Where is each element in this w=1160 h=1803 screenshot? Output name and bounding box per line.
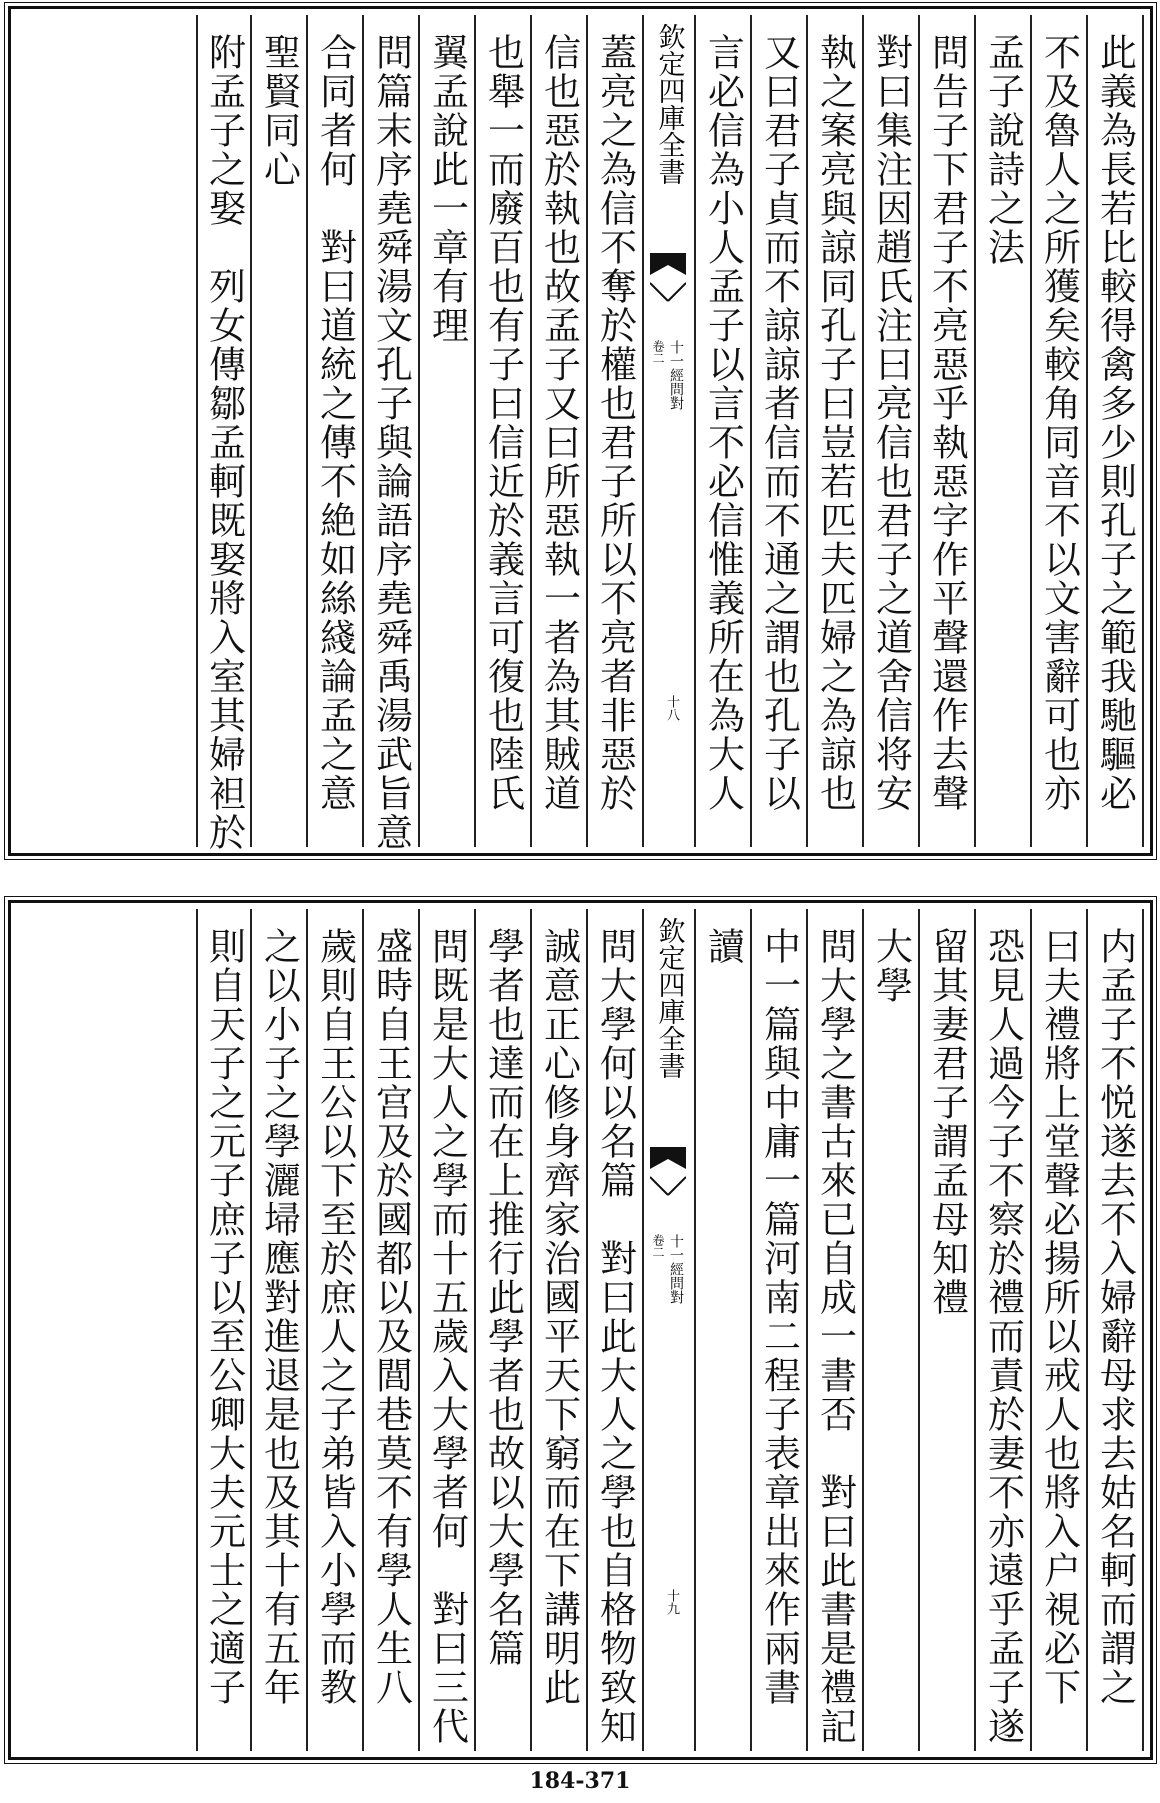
column-text: 問告子下君子不亮惡乎執惡字作平聲還作去聲 — [925, 33, 969, 813]
bottom-text-column — [1032, 909, 1088, 1751]
bottom-text-column — [420, 909, 476, 1751]
bottom-text-column — [696, 909, 752, 1751]
folio-number: 十九 — [664, 1589, 679, 1615]
column-text: 又曰君子貞而不諒諒者信而不通之謂也孔子以 — [757, 33, 801, 813]
column-text: 盛時自王宫及於國都以及閭巷莫不有學人生八 — [369, 927, 413, 1707]
column-text: 内孟子不悦遂去不入婦辭母求去姑名軻而謂之 — [1093, 927, 1137, 1707]
top-text-column — [752, 15, 808, 847]
bottom-text-column — [976, 909, 1032, 1751]
bottom-text-column — [588, 909, 644, 1751]
fish-tail-mark-icon — [650, 253, 686, 313]
top-text-column — [476, 15, 532, 847]
column-text: 信也惡於執也故孟子又曰所惡執一者為其賊道 — [537, 33, 581, 813]
column-text: 問大學何以名篇 對曰此大人之學也自格物致知 — [593, 927, 637, 1746]
top-text-column — [1088, 15, 1144, 847]
top-text-column — [308, 15, 364, 847]
column-text: 對曰集注因趙氏注曰亮信也君子之道舍信将安 — [869, 33, 913, 813]
column-text: 聖賢同心 — [257, 33, 301, 189]
bottom-text-column — [252, 909, 308, 1751]
top-text-column — [532, 15, 588, 847]
column-text: 問大學之書古來已自成一書否 對曰此書是禮記 — [813, 927, 857, 1746]
top-page-frame — [8, 6, 1153, 856]
page-number: 184-371 — [529, 1768, 631, 1794]
bottom-text-column — [532, 909, 588, 1751]
top-text-column — [252, 15, 308, 847]
column-text: 不及魯人之所獲矣較角同音不以文害辭可也亦 — [1037, 33, 1081, 813]
section-label: 十一經問對 — [668, 340, 684, 410]
top-text-column — [588, 15, 644, 847]
section-label: 十一經問對 — [668, 1234, 684, 1304]
bottom-text-column — [752, 909, 808, 1751]
column-text: 孟子說詩之法 — [981, 33, 1025, 267]
book-title: 欽定四庫全書 — [653, 917, 685, 1079]
folio-number: 十八 — [664, 695, 679, 721]
column-text: 中一篇與中庸一篇河南二程子表章出來作兩書 — [757, 927, 801, 1707]
column-text: 翼孟說此一章有理 — [425, 33, 469, 345]
book-title: 欽定四庫全書 — [653, 23, 685, 185]
column-text: 此義為長若比較得禽多少則孔子之範我馳驅必 — [1093, 33, 1137, 813]
column-text: 恐見人過今子不察於禮而責於妻不亦遠乎孟子遂 — [981, 927, 1025, 1746]
column-text: 也舉一而廢百也有子曰信近於義言可復也陸氏 — [481, 33, 525, 813]
bottom-text-column — [808, 909, 864, 1751]
top-text-column — [696, 15, 752, 847]
column-text: 曰夫禮將上堂聲必揚所以戒人也將入户視必下 — [1037, 927, 1081, 1707]
bottom-text-column — [196, 909, 252, 1751]
column-text: 附孟子之娶 列女傳鄒孟軻既娶將入室其婦袒於 — [202, 33, 246, 852]
column-text: 問篇末序堯舜湯文孔子與論語序堯舜禹湯武旨意 — [369, 33, 413, 852]
center-title-column — [644, 15, 696, 847]
volume-label: 卷二 — [651, 340, 665, 364]
fish-tail-mark-icon — [650, 1147, 686, 1207]
bottom-text-column — [864, 909, 920, 1751]
top-text-column — [196, 15, 252, 852]
column-text: 蓋亮之為信不奪於權也君子所以不亮者非惡於 — [593, 33, 637, 813]
top-text-column — [364, 15, 420, 852]
column-text: 讀 — [701, 927, 745, 966]
column-text: 之以小子之學灑埽應對進退是也及其十有五年 — [257, 927, 301, 1707]
center-title-column — [644, 909, 696, 1751]
column-text: 問既是大人之學而十五歲入大學者何 對曰三代 — [425, 927, 469, 1746]
column-text: 學者也達而在上推行此學者也故以大學名篇 — [481, 927, 525, 1668]
top-text-column — [808, 15, 864, 847]
column-text: 歲則自王公以下至於庶人之子弟皆入小學而教 — [313, 927, 357, 1707]
bottom-page-columns — [17, 909, 1144, 1751]
bottom-text-column — [920, 909, 976, 1751]
column-text: 誠意正心修身齊家治國平天下窮而在下講明此 — [537, 927, 581, 1707]
top-text-column — [976, 15, 1032, 847]
top-text-column — [1032, 15, 1088, 847]
bottom-text-column — [1088, 909, 1144, 1751]
bottom-text-column — [308, 909, 364, 1751]
top-text-column — [920, 15, 976, 847]
volume-label: 卷二 — [651, 1234, 665, 1258]
bottom-text-column — [476, 909, 532, 1751]
top-text-column — [864, 15, 920, 847]
column-text: 留其妻君子謂孟母知禮 — [925, 927, 969, 1317]
column-text: 執之案亮與諒同孔子曰豈若匹夫匹婦之為諒也 — [813, 33, 857, 813]
bottom-text-column — [364, 909, 420, 1751]
top-page-columns — [17, 15, 1144, 852]
top-text-column — [420, 15, 476, 847]
column-text: 合同者何 對曰道統之傳不絶如絲綫論孟之意 — [313, 33, 357, 813]
column-text: 言必信為小人孟子以言不必信惟義所在為大人 — [701, 33, 745, 813]
bottom-page-frame — [8, 900, 1153, 1760]
column-text: 大學 — [869, 927, 913, 1005]
column-text: 則自天子之元子庶子以至公卿大夫元士之適子 — [202, 927, 246, 1707]
